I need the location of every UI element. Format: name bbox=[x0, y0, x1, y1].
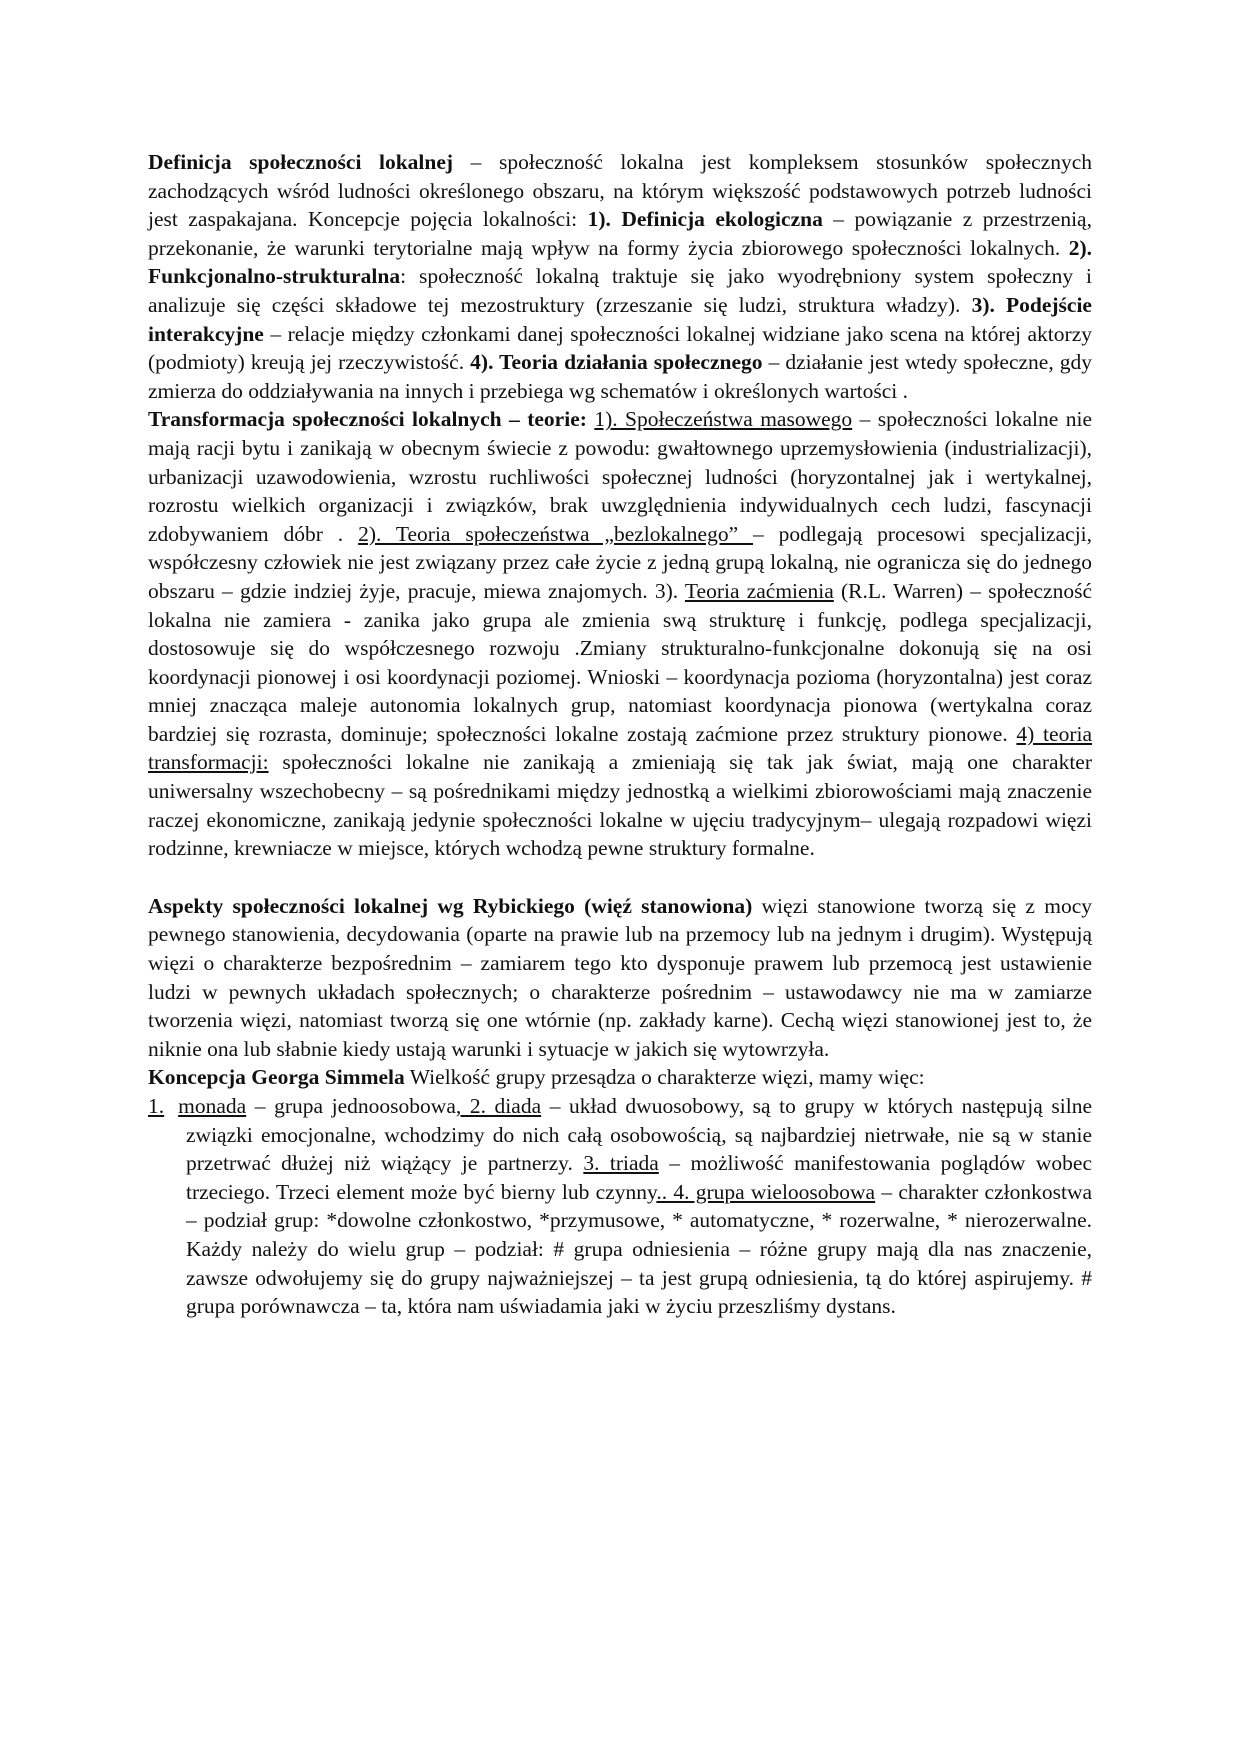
term-eclipse-theory: Teoria zaćmienia bbox=[684, 578, 834, 603]
text: – układ dwuosobowy, są to grupy w których następują silne związki emocjonalne, wchodzimy do nich całą osobowością, są najbardziej nietrwałe, nie są w stanie przetrwać dłużej niż wiążący je partnerzy. bbox=[186, 1094, 1093, 1176]
text: : społeczność lokalną traktuje się jako wyodrębniony system społeczny i analizuje się części składowe tej mezostruktury (zrzeszanie się ludzi, struktura władzy). bbox=[148, 264, 1092, 317]
heading-rybicki-aspects: Aspekty społeczności lokalnej wg Rybickiego (więź stanowiona) bbox=[148, 893, 753, 918]
text: – społeczność lokalna jest kompleksem stosunków społecznych zachodzących wśród ludności określonego obszaru, na którym większość podstawowych potrzeb ludności jest zaspakajana. Koncepcje pojęcia lokalności: bbox=[148, 150, 1092, 232]
text: – powiązanie z przestrzenią, przekonanie, że warunki terytorialne mają wpływ na formy życia zbiorowego społeczności lokalnych. bbox=[148, 207, 1092, 260]
heading-community-definition: Definicja społeczności lokalnej bbox=[148, 150, 454, 174]
term-functional-structural: 2). Funkcjonalno-strukturalna bbox=[148, 235, 1092, 289]
text: – relacje między członkami danej społeczności lokalnej widziane jako scena na której aktorzy (podmioty) kreują jej rzeczywistość. bbox=[148, 321, 1092, 375]
term-transformation-theory: 4) teoria transformacji: bbox=[148, 721, 1092, 775]
text: – grupa jednoosobowa bbox=[246, 1094, 456, 1118]
paragraph-simmel-concept bbox=[148, 1063, 1092, 1092]
term-dyad: , 2. diada bbox=[455, 1094, 542, 1118]
document-page bbox=[148, 148, 1092, 1321]
paragraph-rybicki-aspects bbox=[148, 892, 1092, 1064]
text: więzi stanowione tworzą się z mocy pewnego stanowienia, decydowania (oparte na prawie lub na przemocy lub na jednym i drugim). Występują więzi o charakterze bezpośrednim – zamiarem tego kto dysponuje prawem lub przemocą jest ustawienie ludzi w pewnych układach społecznych; o charakterze pośrednim – ustawodawcy nie ma w zamiarze tworzenia więzi, natomiast tworzą się one wtórnie (np. zakłady karne). Cechą więzi stanowionej jest to, że niknie ona lub słabnie kiedy ustają warunki i sytuacje w jakich się wytowrzyła. bbox=[148, 893, 1093, 1061]
list-item-group-sizes bbox=[148, 1092, 1092, 1321]
term-ecological-definition: 1). Definicja ekologiczna bbox=[587, 207, 823, 232]
paragraph-community-definition bbox=[148, 148, 1092, 405]
text: – podlegają procesowi specjalizacji, współczesny człowiek nie jest związany przez całe życie z jedną grupą lokalną, nie ogranicza się do jednego obszaru – gdzie indziej żyje, pracuje, miewa znajomych. 3). bbox=[148, 521, 1093, 603]
term-interactive-approach: 3). Podejście interakcyjne bbox=[148, 292, 1092, 346]
paragraph-gap bbox=[148, 863, 1092, 892]
text: Wielkość grupy przesądza o charakterze więzi, mamy więc: bbox=[404, 1065, 925, 1090]
term-triad: 3. triada bbox=[583, 1151, 659, 1176]
text: – społeczności lokalne nie mają racji bytu i zanikają w obecnym świecie z powodu: gwałtownego uprzemysłowienia (industrializacji), urbanizacji uzawodowienia, wzrostu ruchliwości społecznej ludności (horyzontalnej jak i wertykalnej, rozrostu wielkich organizacji i związków, brak uwzględnienia indywidualnych cech ludzi, fascynacji zdobywaniem dóbr . bbox=[148, 407, 1092, 546]
text: – działanie jest wtedy społeczne, gdy zmierza do oddziaływania na innych i przebiega wg schematów i określonych wartości . bbox=[148, 350, 1093, 403]
term-multi-person-group: .. 4. grupa wieloosobowa bbox=[656, 1179, 876, 1204]
heading-simmel-concept: Koncepcja Georga Simmela bbox=[148, 1065, 405, 1090]
term-placeless-society: 2). Teoria społeczeństwa „bezlokalnego” bbox=[358, 521, 754, 546]
paragraph-transformation bbox=[148, 405, 1092, 863]
list-number: 1. bbox=[148, 1094, 165, 1118]
term-mass-society: 1). Społeczeństwa masowego bbox=[594, 407, 853, 432]
term-social-action-theory: 4). Teoria działania społecznego bbox=[470, 350, 763, 375]
heading-transformation: Transformacja społeczności lokalnych – teorie: bbox=[148, 407, 587, 432]
text: społeczności lokalne nie zanikają a zmieniają się tak jak świat, mają one charakter uniwersalny wszechobecny – są pośrednikami między jednostką a wielkimi zbiorowościami mają znaczenie raczej ekonomiczne, zanikają jedynie społeczności lokalne w ujęciu tradycyjnym– ulegają rozpadowi więzi rodzinne, krewniacze w miejsce, których wchodzą pewne struktury formalne. bbox=[148, 750, 1092, 861]
text: – możliwość manifestowania poglądów wobec trzeciego. Trzeci element może być bierny lub czynny bbox=[186, 1151, 1092, 1204]
text: – charakter członkostwa – podział grup: *dowolne członkostwo, *przymusowe, * automatyczne, * rozerwalne, * nierozerwalne. Każdy należy do wielu grup – podział: # grupa odniesienia – różne grupy mają dla nas znaczenie, zawsze odwołujemy się do grupy najważniejszej – ta jest grupą odniesienia, tą do której aspirujemy. # grupa porównawcza – ta, która nam uświadamia jaki w życiu przeszliśmy dystans. bbox=[186, 1179, 1093, 1319]
term-monad: monada bbox=[178, 1094, 247, 1118]
text: (R.L. Warren) – społeczność lokalna nie zamiera - zanika jako grupa ale zmienia swą strukturę i funkcję, podlega specjalizacji, dostosowuje się do współczesnego rozwoju .Zmiany strukturalno-funkcjonalne dokonują się na osi koordynacji pionowej i osi koordynacji poziomej. Wnioski – koordynacja pozioma (horyzontalna) jest coraz mniej znacząca maleje autonomia lokalnych grup, natomiast koordynacja pionowa (wertykalna coraz bardziej się rozrasta, dominuje; społeczności lokalne zostają zaćmione przez struktury pionowe. bbox=[148, 578, 1093, 746]
